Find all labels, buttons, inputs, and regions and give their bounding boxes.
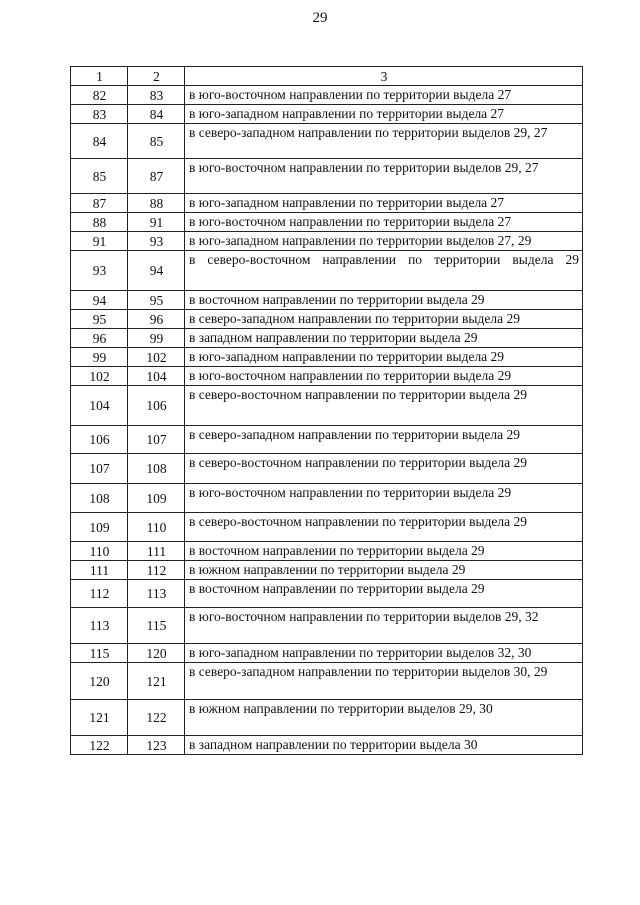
- point-to-cell: 106: [128, 386, 185, 426]
- direction-description-cell: в северо-восточном направлении по территории выдела 29: [185, 513, 583, 542]
- point-to-cell: 108: [128, 454, 185, 484]
- table-row: [71, 386, 583, 426]
- direction-description-cell: в юго-восточном направлении по территории выделов 29, 32: [185, 608, 583, 644]
- table-row: [71, 232, 583, 251]
- point-from-cell: 85: [71, 159, 128, 194]
- point-to-cell: 115: [128, 608, 185, 644]
- table-row: [71, 736, 583, 755]
- point-to-cell: 112: [128, 561, 185, 580]
- header-col-2: 2: [128, 67, 185, 86]
- table-row: [71, 86, 583, 105]
- table-header: [71, 67, 583, 86]
- direction-description-cell: в юго-восточном направлении по территории выдела 29: [185, 367, 583, 386]
- table-row: [71, 124, 583, 159]
- point-to-cell: 122: [128, 700, 185, 736]
- point-from-cell: 107: [71, 454, 128, 484]
- point-to-cell: 109: [128, 484, 185, 513]
- point-from-cell: 120: [71, 663, 128, 700]
- direction-description-cell: в западном направлении по территории выдела 30: [185, 736, 583, 755]
- table-row: [71, 561, 583, 580]
- point-to-cell: 85: [128, 124, 185, 159]
- point-from-cell: 104: [71, 386, 128, 426]
- direction-description-cell: в северо-западном направлении по территории выделов 29, 27: [185, 124, 583, 159]
- point-to-cell: 83: [128, 86, 185, 105]
- point-from-cell: 113: [71, 608, 128, 644]
- point-from-cell: 84: [71, 124, 128, 159]
- point-from-cell: 91: [71, 232, 128, 251]
- table-row: [71, 484, 583, 513]
- point-from-cell: 122: [71, 736, 128, 755]
- point-from-cell: 108: [71, 484, 128, 513]
- page-number: 29: [312, 10, 328, 26]
- table-row: [71, 291, 583, 310]
- table-row: [71, 542, 583, 561]
- table-row: [71, 159, 583, 194]
- point-to-cell: 87: [128, 159, 185, 194]
- table-row: [71, 580, 583, 608]
- point-to-cell: 111: [128, 542, 185, 561]
- table-row: [71, 426, 583, 454]
- table-row: [71, 310, 583, 329]
- point-from-cell: 95: [71, 310, 128, 329]
- table-row: [71, 663, 583, 700]
- header-col-3: 3: [185, 67, 583, 86]
- table-body: [71, 86, 583, 755]
- point-from-cell: 110: [71, 542, 128, 561]
- table-row: [71, 105, 583, 124]
- direction-description-cell: в юго-восточном направлении по территории выдела 29: [185, 484, 583, 513]
- point-to-cell: 120: [128, 644, 185, 663]
- table-row: [71, 194, 583, 213]
- header-row: [71, 67, 583, 86]
- point-to-cell: 96: [128, 310, 185, 329]
- point-to-cell: 102: [128, 348, 185, 367]
- direction-description-cell: в юго-западном направлении по территории выдела 27: [185, 105, 583, 124]
- table-row: [71, 608, 583, 644]
- point-to-cell: 94: [128, 251, 185, 291]
- point-to-cell: 104: [128, 367, 185, 386]
- point-to-cell: 91: [128, 213, 185, 232]
- point-to-cell: 107: [128, 426, 185, 454]
- point-to-cell: 93: [128, 232, 185, 251]
- direction-description-cell: в юго-восточном направлении по территории выдела 27: [185, 213, 583, 232]
- table-row: [71, 367, 583, 386]
- point-to-cell: 113: [128, 580, 185, 608]
- point-from-cell: 106: [71, 426, 128, 454]
- table-row: [71, 644, 583, 663]
- direction-description-cell: в юго-западном направлении по территории выдела 29: [185, 348, 583, 367]
- direction-description-cell: в юго-западном направлении по территории выдела 27: [185, 194, 583, 213]
- direction-description-cell: в северо-западном направлении по территории выдела 29: [185, 426, 583, 454]
- point-to-cell: 121: [128, 663, 185, 700]
- point-from-cell: 102: [71, 367, 128, 386]
- boundary-table: [70, 66, 583, 755]
- point-from-cell: 121: [71, 700, 128, 736]
- table-row: [71, 454, 583, 484]
- direction-description-cell: в южном направлении по территории выдела 29: [185, 561, 583, 580]
- point-from-cell: 109: [71, 513, 128, 542]
- point-from-cell: 94: [71, 291, 128, 310]
- direction-description-cell: в юго-западном направлении по территории выделов 32, 30: [185, 644, 583, 663]
- point-from-cell: 112: [71, 580, 128, 608]
- table-row: [71, 329, 583, 348]
- direction-description-cell: в западном направлении по территории выдела 29: [185, 329, 583, 348]
- point-from-cell: 88: [71, 213, 128, 232]
- point-to-cell: 99: [128, 329, 185, 348]
- point-from-cell: 87: [71, 194, 128, 213]
- direction-description-cell: в северо-восточном направлении по территории выдела 29: [185, 386, 583, 426]
- point-from-cell: 82: [71, 86, 128, 105]
- direction-description-cell: в северо-восточном направлении по территории выдела 29: [185, 454, 583, 484]
- direction-description-cell: в юго-восточном направлении по территории выделов 29, 27: [185, 159, 583, 194]
- point-from-cell: 83: [71, 105, 128, 124]
- point-to-cell: 84: [128, 105, 185, 124]
- point-from-cell: 93: [71, 251, 128, 291]
- direction-description-cell: в восточном направлении по территории выдела 29: [185, 542, 583, 561]
- table-row: [71, 251, 583, 291]
- point-from-cell: 99: [71, 348, 128, 367]
- direction-description-cell: в восточном направлении по территории выдела 29: [185, 291, 583, 310]
- point-to-cell: 88: [128, 194, 185, 213]
- direction-description-cell: в восточном направлении по территории выдела 29: [185, 580, 583, 608]
- point-to-cell: 95: [128, 291, 185, 310]
- direction-description-cell: в северо-восточном направлении по территории выдела 29: [185, 251, 583, 291]
- table-row: [71, 348, 583, 367]
- direction-description-cell: в южном направлении по территории выделов 29, 30: [185, 700, 583, 736]
- header-col-1: 1: [71, 67, 128, 86]
- table-row: [71, 213, 583, 232]
- table-row: [71, 700, 583, 736]
- table-row: [71, 513, 583, 542]
- point-from-cell: 115: [71, 644, 128, 663]
- point-from-cell: 96: [71, 329, 128, 348]
- point-from-cell: 111: [71, 561, 128, 580]
- direction-description-cell: в северо-западном направлении по территории выделов 30, 29: [185, 663, 583, 700]
- direction-description-cell: в юго-восточном направлении по территории выдела 27: [185, 86, 583, 105]
- point-to-cell: 123: [128, 736, 185, 755]
- point-to-cell: 110: [128, 513, 185, 542]
- direction-description-cell: в юго-западном направлении по территории выделов 27, 29: [185, 232, 583, 251]
- direction-description-cell: в северо-западном направлении по территории выдела 29: [185, 310, 583, 329]
